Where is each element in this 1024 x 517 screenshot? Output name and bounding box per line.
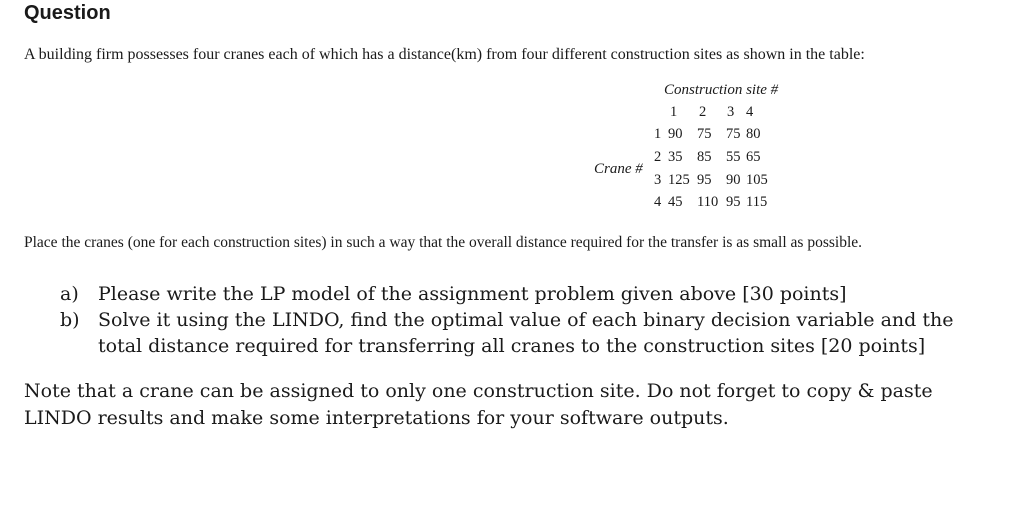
header-cell: 3 <box>727 104 735 120</box>
header-cell: 1 <box>670 104 678 120</box>
question-text: Please write the LP model of the assignment problem given above [30 points] <box>98 283 847 305</box>
distance-table <box>0 0 1024 230</box>
question-item-a <box>60 281 978 307</box>
table-cell: 115 <box>746 194 768 210</box>
table-cell: 110 <box>697 194 719 210</box>
header-cell: 2 <box>699 104 707 120</box>
row-title: Crane # <box>594 161 643 177</box>
instruction-paragraph: Place the cranes (one for each construction sites) in such a way that the overall distance required for the transfer is as small as possible. <box>24 234 862 251</box>
table-cell: 55 <box>726 149 741 165</box>
table-cell: 75 <box>697 126 712 142</box>
table-cell: 90 <box>726 172 741 188</box>
row-index: 2 <box>654 149 662 165</box>
note-paragraph: Note that a crane can be assigned to only one construction site. Do not forget to copy & paste LINDO results and make some interpretations for your software outputs. <box>24 380 933 429</box>
table-cell: 75 <box>726 126 741 142</box>
table-cell: 65 <box>746 149 761 165</box>
table-cell: 90 <box>668 126 683 142</box>
question-letter: b) <box>60 309 80 331</box>
row-index: 1 <box>654 126 662 142</box>
table-cell: 95 <box>726 194 741 210</box>
column-title: Construction site # <box>664 82 779 98</box>
table-cell: 85 <box>697 149 712 165</box>
table-cell: 35 <box>668 149 683 165</box>
table-cell: 125 <box>668 172 690 188</box>
question-heading: Question <box>24 2 111 24</box>
table-cell: 105 <box>746 172 768 188</box>
intro-paragraph: A building firm possesses four cranes each of which has a distance(km) from four different construction sites as shown in the table: <box>24 46 865 63</box>
table-cell: 95 <box>697 172 712 188</box>
question-letter: a) <box>60 283 79 305</box>
row-index: 3 <box>654 172 662 188</box>
question-list <box>60 281 978 359</box>
question-text: Solve it using the LINDO, find the optimal value of each binary decision variable and the total distance required for transferring all cranes to the construction sites [20 points] <box>98 309 954 357</box>
question-item-b <box>60 307 978 359</box>
header-cell: 4 <box>746 104 754 120</box>
row-index: 4 <box>654 194 662 210</box>
table-cell: 45 <box>668 194 683 210</box>
table-cell: 80 <box>746 126 761 142</box>
